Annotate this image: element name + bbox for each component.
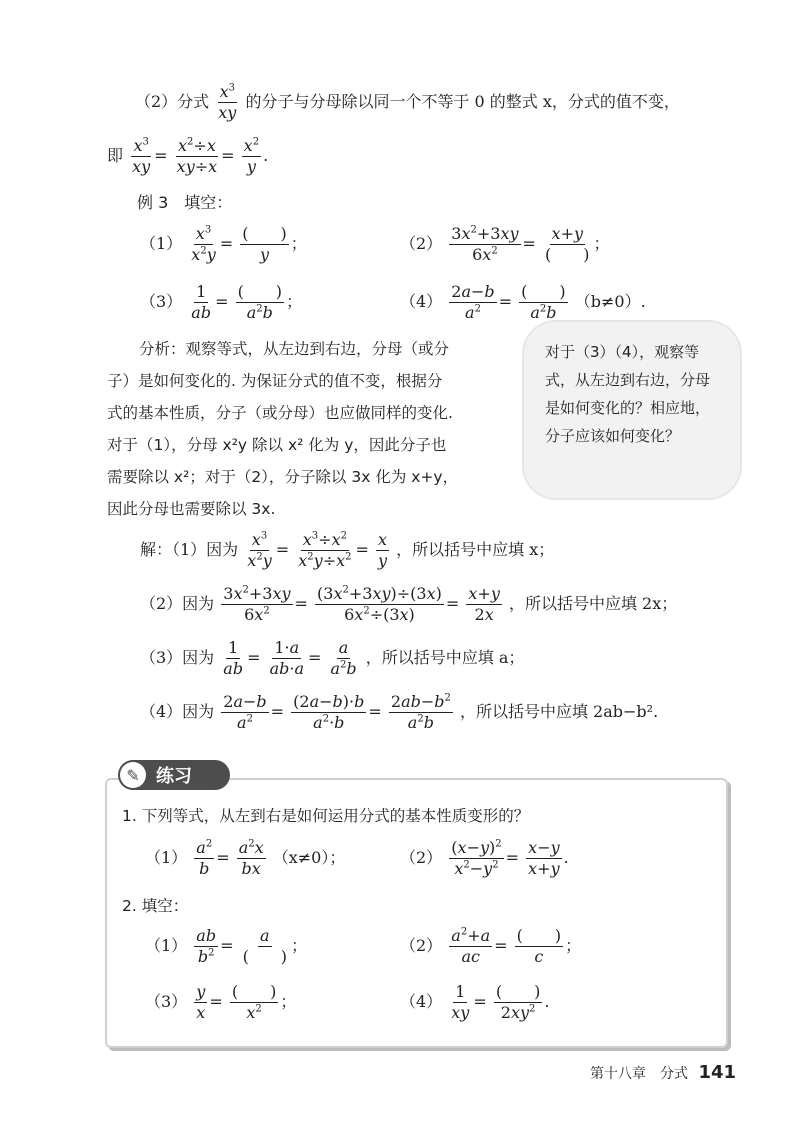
solution-prefix: 解：（1）因为 (140, 540, 239, 559)
fraction: $\frac{ab}{b^2}$ (196, 925, 217, 966)
item4-condition: （b≠0）. (574, 292, 646, 311)
fraction: $\frac{x+y}{2x}$ (468, 583, 500, 624)
practice-q2-a: （1） $\frac{ab}{b^2}$ = $\frac{a}{( )}$ ； (145, 925, 308, 966)
solution-2: （2）因为 $\frac{3x^2+3xy}{6x^2}$ = $\frac{(3x^2+3xy)\div(3x)}{6x^2\div(3x)}$ = $\frac{x+y}{2x}$ ，所以括号中应填 2x； (140, 583, 678, 624)
condition: （x≠0）； (272, 848, 346, 867)
practice-q2: 2. 填空： (122, 897, 189, 915)
fraction-blank: $\frac{( )}{x^2}$ (231, 981, 277, 1022)
fraction: $\frac{3x^2+3xy}{6x^2}$ (451, 223, 519, 264)
analysis-line: 需要除以 x²；对于（2），分子除以 3x 化为 x+y， (107, 468, 459, 486)
fraction: $\frac{x^3}{xy}$ (132, 135, 151, 176)
item-label: （3） (140, 292, 183, 311)
item-label: （2） (400, 848, 443, 867)
fraction: $\frac{1}{ab}$ (191, 281, 212, 322)
analysis-line: 式的基本性质，分子（或分母）也应做同样的变化. (107, 404, 453, 422)
solution-prefix: （2）因为 (140, 594, 215, 613)
fraction: $\frac{x^3}{x^2y}$ (247, 529, 272, 570)
analysis-line: 对于（1），分母 x²y 除以 x² 化为 y，因此分子也 (107, 436, 447, 454)
fraction-blank: $\frac{( )}{2xy^2}$ (495, 981, 541, 1022)
solution-suffix: ，所以括号中应填 x； (396, 540, 555, 559)
pencil-icon: ✎ (120, 762, 146, 788)
thought-bubble-text: 对于（3）（4），观察等式，从左边到右边，分母是如何变化的？相应地，分子应该如何变化？ (545, 343, 711, 445)
analysis-block (107, 333, 458, 525)
fraction: $\frac{x^3\div x^2}{x^2y\div x^2}$ (298, 529, 352, 570)
solution-3: （3）因为 $\frac{1}{ab}$ = $\frac{1\cdot a}{ab\cdot a}$ = $\frac{a}{a^2b}$ ，所以括号中应填 a； (140, 637, 525, 678)
fraction: $\frac{x^2}{y}$ (243, 135, 260, 176)
example-item-3: （3） $\frac{1}{ab}$ = $\frac{( )}{a^2b}$ ； (140, 281, 303, 322)
analysis-line: 因此分母也需要除以 3x. (107, 500, 276, 518)
item-label: （4） (400, 992, 443, 1011)
practice-q1-b: （2） $\frac{(x-y)^2}{x^2-y^2}$ = $\frac{x-y}{x+y}$ . (400, 837, 569, 878)
fraction: $\frac{2a-b}{a^2}$ (223, 691, 267, 732)
fraction: $\frac{a}{a^2b}$ (330, 637, 357, 678)
item-label: （1） (145, 936, 188, 955)
solution-prefix: （3）因为 (140, 648, 215, 667)
fraction: $\frac{x}{y}$ (378, 529, 388, 570)
intro-line-1 (135, 82, 680, 122)
example-item-2: （2） $\frac{3x^2+3xy}{6x^2}$ = $\frac{x+y}{( )}$ ； (400, 223, 610, 264)
fraction-blank: $\frac{( )}{y}$ (242, 223, 287, 264)
practice-q2-d: （4） $\frac{1}{xy}$ = $\frac{( )}{2xy^2}$ . (400, 981, 550, 1022)
example-title: 例 3 填空： (137, 193, 233, 212)
page-footer (590, 1062, 736, 1083)
fraction: $\frac{x^2\div x}{xy\div x}$ (176, 135, 218, 176)
fraction: $\frac{x-y}{x+y}$ (528, 837, 560, 878)
solution-suffix: ，所以括号中应填 2ab−b². (459, 702, 659, 721)
solution-4: （4）因为 $\frac{2a-b}{a^2}$ = $\frac{(2a-b)\cdot b}{a^2\cdot b}$ = $\frac{2ab-b^2}{a^2b}$ ，所以括号中应填 2ab−b². (140, 691, 659, 732)
fraction-blank: $\frac{a}{( )}$ (242, 925, 288, 966)
analysis-line: 分析：观察等式，从左边到右边，分母（或分 (139, 340, 450, 358)
fraction: $\frac{a^2+a}{ac}$ (451, 925, 491, 966)
solution-suffix: ，所以括号中应填 2x； (508, 594, 678, 613)
solution-1: 解：（1）因为 $\frac{x^3}{x^2y}$ = $\frac{x^3\div x^2}{x^2y\div x^2}$ = $\frac{x}{y}$ ，所以括号中应填 x； (140, 529, 555, 570)
fraction: $\frac{2a-b}{a^2}$ (451, 281, 495, 322)
item-label: （2） (400, 234, 443, 253)
item-label: （3） (145, 992, 188, 1011)
intro-line-2: 即 $\frac{x^3}{xy}$ = $\frac{x^2\div x}{xy\div x}$ = $\frac{x^2}{y}$ . (107, 135, 269, 176)
fraction: $\frac{3x^2+3xy}{6x^2}$ (223, 583, 291, 624)
fraction-blank: $\frac{( )}{c}$ (516, 925, 562, 966)
solution-prefix: （4）因为 (140, 702, 215, 721)
page-number: 141 (698, 1062, 737, 1083)
fraction-blank: $\frac{( )}{a^2b}$ (237, 281, 283, 322)
practice-q1: 1. 下列等式，从左到右是如何运用分式的基本性质变形的？ (122, 807, 530, 825)
fraction: $\frac{y}{x}$ (196, 981, 206, 1022)
practice-q2-b: （2） $\frac{a^2+a}{ac}$ = $\frac{( )}{c}$ ； (400, 925, 582, 966)
item-label: （4） (400, 292, 443, 311)
intro-line1-suffix: 的分子与分母除以同一个不等于 0 的整式 x，分式的值不变， (245, 92, 680, 111)
example-item-1: （1） $\frac{x^3}{x^2y}$ = $\frac{( )}{y}$ ； (140, 223, 307, 264)
fraction-x3-over-xy: $\frac{x^3}{xy}$ (218, 81, 237, 122)
fraction: $\frac{(x-y)^2}{x^2-y^2}$ (451, 837, 502, 878)
fraction: $\frac{(2a-b)\cdot b}{a^2\cdot b}$ (293, 691, 365, 732)
fraction-blank: $\frac{( )}{a^2b}$ (521, 281, 566, 322)
fraction-blank: $\frac{x+y}{( )}$ (545, 223, 590, 264)
fraction: $\frac{x^3}{x^2y}$ (191, 223, 216, 264)
fraction: $\frac{1}{ab}$ (223, 637, 244, 678)
fraction: $\frac{a^2x}{bx}$ (238, 837, 264, 878)
practice-q1-a: （1） $\frac{a^2}{b}$ = $\frac{a^2x}{bx}$ （x≠0）； (145, 837, 346, 878)
intro-line1-prefix: （2）分式 (135, 92, 210, 111)
example-item-4: （4） $\frac{2a-b}{a^2}$ = $\frac{( )}{a^2b}$ （b≠0）. (400, 281, 646, 322)
fraction: $\frac{(3x^2+3xy)\div(3x)}{6x^2\div(3x)}$ (317, 583, 442, 624)
practice-q2-c: （3） $\frac{y}{x}$ = $\frac{( )}{x^2}$ ； (145, 981, 297, 1022)
fraction: $\frac{a^2}{b}$ (196, 837, 213, 878)
solution-suffix: ，所以括号中应填 a； (365, 648, 525, 667)
item-label: （1） (140, 234, 183, 253)
fraction: $\frac{1\cdot a}{ab\cdot a}$ (269, 637, 304, 678)
practice-tab (118, 760, 230, 790)
chapter-title: 第十八章 分式 (590, 1066, 688, 1082)
analysis-line: 子）是如何变化的. 为保证分式的值不变，根据分 (107, 372, 443, 390)
intro-line2-prefix: 即 (107, 146, 124, 165)
fraction: $\frac{2ab-b^2}{a^2b}$ (390, 691, 451, 732)
item-label: （2） (400, 936, 443, 955)
fraction: $\frac{1}{xy}$ (451, 981, 470, 1022)
item-label: （1） (145, 848, 188, 867)
practice-tab-label: 练习 (156, 766, 192, 787)
